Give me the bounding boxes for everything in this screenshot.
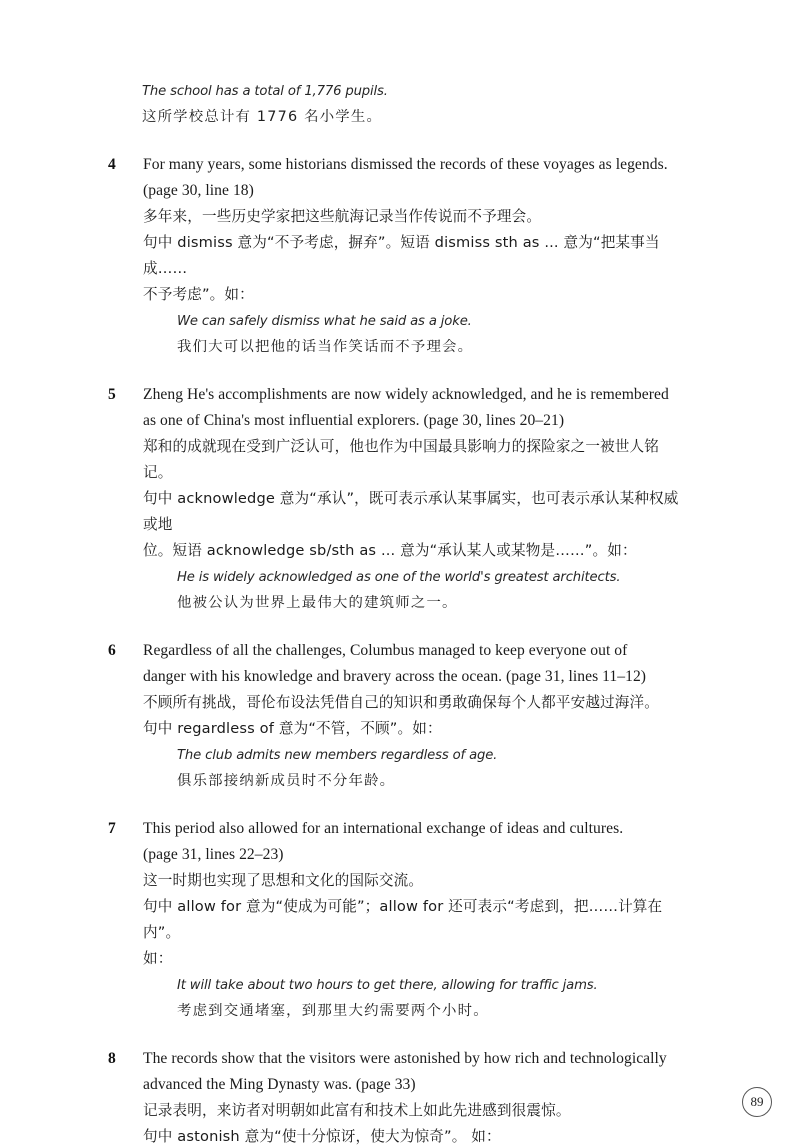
entry-english-line: danger with his knowledge and bravery across the ocean. (page 31, lines 11–12) bbox=[143, 668, 647, 685]
lead-example-block bbox=[142, 79, 688, 130]
entry-english-line: advanced the Ming Dynasty was. (page 33) bbox=[143, 1076, 416, 1093]
entry-body bbox=[143, 152, 688, 360]
numbered-entry bbox=[108, 816, 688, 1024]
entry-body bbox=[143, 382, 688, 616]
numbered-entry bbox=[108, 1046, 688, 1145]
example-english: The club admits new members regardless of age. bbox=[177, 748, 498, 763]
entry-chinese-line: 这一时期也实现了思想和文化的国际交流。 bbox=[143, 872, 424, 889]
entry-english-line: (page 31, lines 22–23) bbox=[143, 846, 284, 863]
entry-body bbox=[143, 638, 688, 794]
entry-chinese-line: 句中 regardless of 意为“不管，不顾”。如： bbox=[143, 720, 442, 737]
example-block bbox=[177, 309, 688, 360]
entry-body bbox=[143, 1046, 688, 1145]
example-english: We can safely dismiss what he said as a joke. bbox=[177, 314, 472, 329]
page-content bbox=[108, 78, 688, 1145]
entry-chinese-line: 不顾所有挑战，哥伦布设法凭借自己的知识和勇敢确保每个人都平安越过海洋。 bbox=[143, 694, 660, 711]
example-chinese: 他被公认为世界上最伟大的建筑师之一。 bbox=[177, 595, 458, 611]
entry-english-line: The records show that the visitors were astonished by how rich and technologically bbox=[143, 1050, 667, 1067]
page-number-text: 89 bbox=[750, 1094, 764, 1109]
example-english: He is widely acknowledged as one of the world's greatest architects. bbox=[177, 570, 621, 585]
entry-number: 6 bbox=[108, 642, 116, 659]
entry-english-line: Zheng He's accomplishments are now widely acknowledged, and he is remembered bbox=[143, 386, 669, 403]
entry-chinese-line: 多年来，一些历史学家把这些航海记录当作传说而不予理会。 bbox=[143, 208, 542, 225]
entry-number: 8 bbox=[108, 1050, 116, 1067]
entry-chinese-line: 郑和的成就现在受到广泛认可，他也作为中国最具影响力的探险家之一被世人铭记。 bbox=[143, 438, 660, 481]
example-chinese: 俱乐部接纳新成员时不分年龄。 bbox=[177, 773, 396, 789]
entry-chinese-line: 记录表明，来访者对明朝如此富有和技术上如此先进感到很震惊。 bbox=[143, 1102, 571, 1119]
numbered-entry bbox=[108, 382, 688, 616]
entry-english-line: (page 30, line 18) bbox=[143, 182, 254, 199]
numbered-entry bbox=[108, 152, 688, 360]
entry-english-line: as one of China's most influential explorers. (page 30, lines 20–21) bbox=[143, 412, 565, 429]
numbered-entry bbox=[108, 638, 688, 794]
entry-chinese-line: 句中 astonish 意为“使十分惊讶，使大为惊奇”。 如： bbox=[143, 1128, 501, 1145]
entry-number: 4 bbox=[108, 156, 116, 173]
example-chinese: 我们大可以把他的话当作笑话而不予理会。 bbox=[177, 339, 474, 355]
entry-chinese-line: 句中 dismiss 意为“不予考虑，摒弃”。短语 dismiss sth as ... 意为“把某事当成…… bbox=[143, 234, 660, 277]
lead-example-chinese: 这所学校总计有 1776 名小学生。 bbox=[142, 109, 383, 125]
page-number-badge bbox=[742, 1087, 772, 1117]
entry-chinese-line: 不予考虑”。如： bbox=[143, 286, 254, 303]
entry-number: 7 bbox=[108, 820, 116, 837]
entry-chinese-line: 如： bbox=[143, 950, 173, 967]
lead-example-english: The school has a total of 1,776 pupils. bbox=[142, 84, 388, 99]
entry-english-line: For many years, some historians dismissed the records of these voyages as legends. bbox=[143, 156, 668, 173]
entry-chinese-line: 句中 acknowledge 意为“承认”，既可表示承认某事属实，也可表示承认某种权威或地 bbox=[143, 490, 679, 533]
example-block bbox=[177, 743, 688, 794]
example-block bbox=[177, 565, 688, 616]
entry-english-line: Regardless of all the challenges, Columbus managed to keep everyone out of bbox=[143, 642, 628, 659]
example-block bbox=[177, 973, 688, 1024]
example-chinese: 考虑到交通堵塞，到那里大约需要两个小时。 bbox=[177, 1003, 489, 1019]
entry-chinese-line: 句中 allow for 意为“使成为可能”；allow for 还可表示“考虑到，把……计算在内”。 bbox=[143, 898, 663, 941]
example-english: It will take about two hours to get there, allowing for traffic jams. bbox=[177, 978, 598, 993]
entry-english-line: This period also allowed for an international exchange of ideas and cultures. bbox=[143, 820, 624, 837]
entry-number: 5 bbox=[108, 386, 116, 403]
entry-body bbox=[143, 816, 688, 1024]
entry-chinese-line: 位。短语 acknowledge sb/sth as ... 意为“承认某人或某物是……”。如： bbox=[143, 542, 637, 559]
